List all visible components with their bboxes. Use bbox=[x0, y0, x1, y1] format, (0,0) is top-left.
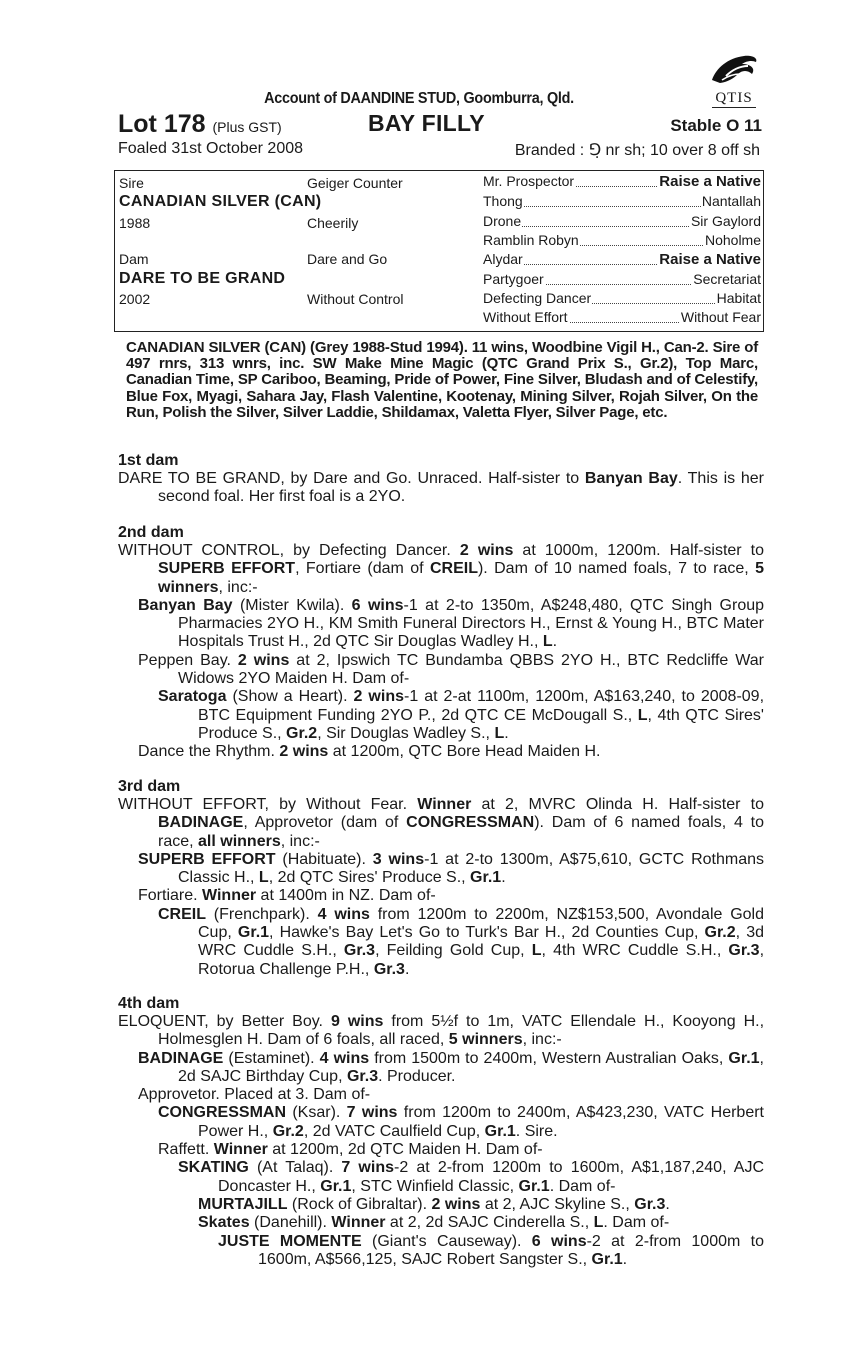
pedigree-entry bbox=[118, 1086, 764, 1104]
entry-text: Raffett. bbox=[158, 1141, 214, 1159]
bold-text: L bbox=[258, 869, 269, 887]
entry-text: ELOQUENT, by Better Boy. bbox=[118, 1013, 331, 1030]
entry-text: (Frenchpark). bbox=[206, 905, 318, 923]
entry-text: from 5½f to 1m, VATC Ellendale H., Kooyong H., Holmesglen H. Dam of 6 foals, all raced, bbox=[158, 1013, 765, 1049]
bold-text: Winner bbox=[331, 1214, 386, 1232]
lot-label: Lot 178 bbox=[118, 110, 206, 138]
entry-text: . bbox=[501, 869, 506, 887]
sire-name: CANADIAN SILVER (CAN) bbox=[119, 193, 322, 210]
entry-text: , Rotorua Challenge P.H., bbox=[198, 942, 765, 978]
entry-text: , Hawke's Bay Let's Go to Turk's Bar H., 2d Counties Cup, bbox=[269, 924, 705, 942]
entry-text: -2 at 2-from 1200m to 1600m, A$1,187,240, AJC Doncaster H., bbox=[218, 1159, 764, 1195]
grandparent-name: Drone bbox=[483, 213, 522, 229]
grandparent-row bbox=[483, 232, 761, 250]
bold-text: Banyan Bay bbox=[138, 596, 233, 614]
bold-text: CREIL bbox=[429, 560, 478, 578]
bold-text: 2 wins bbox=[237, 651, 290, 669]
grandparent-sire: Without Fear bbox=[680, 309, 761, 325]
grandparent-row bbox=[483, 193, 761, 211]
entry-text: ). Dam of 10 named foals, 7 to race, bbox=[477, 560, 756, 578]
foaled-date: Foaled 31st October 2008 bbox=[118, 140, 304, 157]
entry-text: . bbox=[504, 724, 509, 742]
entry-text: WITHOUT EFFORT, by Without Fear. bbox=[118, 796, 418, 813]
bold-text: Winner bbox=[213, 1141, 268, 1159]
grandparent-row bbox=[483, 290, 761, 308]
sire-dam: Cheerily bbox=[307, 215, 359, 231]
lot-number bbox=[118, 110, 282, 139]
dam-name: DARE TO BE GRAND bbox=[119, 270, 286, 287]
dam-sire: Dare and Go bbox=[307, 251, 388, 267]
bold-text: 6 wins bbox=[351, 596, 404, 614]
bold-text: L bbox=[593, 1214, 604, 1232]
grandparent-sire: Habitat bbox=[716, 290, 761, 306]
entry-text: from 1200m to 2200m, NZ$153,500, Avondale Gold Cup, bbox=[198, 905, 765, 942]
grandparent-name: Without Effort bbox=[483, 309, 568, 325]
entry-text: at 1200m, QTC Bore Head Maiden H. bbox=[328, 743, 601, 761]
bold-text: L bbox=[494, 724, 505, 742]
entry-text: WITHOUT CONTROL, by Defecting Dancer. bbox=[118, 542, 460, 559]
entry-text: -2 at 2-from 1000m to 1600m, A$566,125, SAJC Robert Sangster S., bbox=[258, 1232, 764, 1268]
pedigree-entry bbox=[118, 652, 764, 689]
dam-section bbox=[118, 524, 764, 762]
bold-text: Gr.1 bbox=[320, 1177, 352, 1195]
grandparent-row bbox=[483, 309, 761, 327]
pedigree-entry bbox=[118, 1214, 764, 1232]
bold-text: Gr.2 bbox=[272, 1122, 304, 1140]
bold-text: Gr.2 bbox=[704, 924, 736, 942]
pedigree-entry bbox=[118, 1141, 764, 1159]
pedigree-entry bbox=[118, 851, 764, 888]
pedigree-table bbox=[114, 170, 764, 332]
bold-text: Gr.3 bbox=[728, 942, 760, 960]
bold-text: 3 wins bbox=[372, 850, 425, 868]
entry-text: Peppen Bay. bbox=[138, 651, 238, 669]
bold-text: Gr.1 bbox=[591, 1250, 623, 1268]
bold-text: Gr.3 bbox=[373, 960, 405, 978]
bold-text: 2 wins bbox=[459, 542, 514, 559]
pedigree-entry bbox=[118, 887, 764, 905]
entry-text: , Feilding Gold Cup, bbox=[375, 942, 532, 960]
entry-text: at 2, MVRC Olinda H. Half-sister to bbox=[471, 796, 765, 813]
bold-text: MURTAJILL bbox=[198, 1195, 288, 1213]
grandparent-name: Partygoer bbox=[483, 271, 544, 287]
pedigree-entry bbox=[118, 1013, 764, 1050]
dam-section bbox=[118, 995, 764, 1269]
entry-text: . bbox=[404, 960, 410, 978]
pedigree-entry bbox=[118, 1050, 764, 1087]
bold-text: Saratoga bbox=[158, 688, 227, 706]
entry-text: . bbox=[552, 633, 558, 651]
entry-text: at 2, Ipswich TC Bundamba QBBS 2YO H., BTC Redcliffe War Widows 2YO Maiden H. Dam of- bbox=[178, 651, 764, 688]
entry-text: Dance the Rhythm. bbox=[138, 743, 280, 761]
entry-text: . Dam of- bbox=[603, 1214, 670, 1232]
bold-text: CONGRESSMAN bbox=[406, 814, 535, 832]
qtis-logo-text: QTIS bbox=[715, 90, 753, 106]
bold-text: 7 wins bbox=[341, 1159, 394, 1177]
entry-text: at 1400m in NZ. Dam of- bbox=[256, 887, 436, 905]
entry-text: Fortiare. bbox=[138, 887, 203, 905]
entry-text: . Sire. bbox=[515, 1122, 558, 1140]
entry-text: , 3d WRC Cuddle S.H., bbox=[198, 924, 765, 960]
grandparent-row bbox=[483, 251, 761, 269]
entry-text: from 1500m to 2400m, Western Australian Oaks, bbox=[369, 1049, 729, 1067]
lot-note: (Plus GST) bbox=[212, 119, 282, 135]
entry-text: at 2, 2d SAJC Cinderella S., bbox=[385, 1214, 594, 1232]
bold-text: JUSTE MOMENTE bbox=[218, 1232, 362, 1250]
bold-text: SUPERB EFFORT bbox=[138, 850, 276, 868]
grandparent-row bbox=[483, 271, 761, 289]
entry-text: . Dam of- bbox=[549, 1177, 616, 1195]
entry-text: from 1200m to 2400m, A$423,230, VATC Herbert Power H., bbox=[198, 1104, 765, 1140]
bold-text: 2 wins bbox=[279, 743, 329, 761]
grandparent-row bbox=[483, 173, 761, 191]
bold-text: Gr.3 bbox=[634, 1195, 666, 1213]
bold-text: SKATING bbox=[178, 1159, 249, 1177]
grandparent-sire: Raise a Native bbox=[659, 173, 761, 190]
grandparent-row bbox=[483, 213, 761, 231]
bold-text: Gr.1 bbox=[237, 924, 270, 942]
entry-text: , 4th QTC Sires' Produce S., bbox=[198, 706, 764, 742]
qtis-logo bbox=[706, 50, 762, 112]
entry-text: , Fortiare (dam of bbox=[295, 560, 430, 578]
pedigree-entry bbox=[118, 597, 764, 652]
entry-text: , Approvetor (dam of bbox=[243, 814, 407, 832]
entry-text: -1 at 2-to 1350m, A$248,480, QTC Singh Group Pharmacies 2YO H., KM Smith Funeral Directors H., Ernst & Young H., BTC Mater Hospitals Trust H., 2d QTC Sir Douglas Wadley H., bbox=[178, 596, 765, 651]
entry-text: (Estaminet). bbox=[223, 1049, 320, 1067]
bold-text: Gr.1 bbox=[728, 1049, 760, 1067]
bold-text: 2 wins bbox=[353, 688, 404, 706]
qtis-horse-icon bbox=[706, 50, 762, 90]
sire-summary: CANADIAN SILVER (CAN) (Grey 1988-Stud 1994). 11 wins, Woodbine Vigil H., Can-2. Sire of 497 rnrs, 313 wnrs, inc. SW Make Mine Magic (QTC Grand Prix S., Gr.2), Top Marc, Canadian Time, SP Cariboo, Beaming, Pride of Power, Fine Silver, Bludash and of Celestify, Blue Fox, Myagi, Sahara Jay, Flash Valentine, Kootenay, Mining Silver, Rojah Silver, On the Run, Polish the Silver, Silver Laddie, Shildamax, Valetta Flyer, Silver Page, etc. bbox=[126, 339, 758, 421]
grandparent-name: Ramblin Robyn bbox=[483, 232, 579, 248]
entry-text: ). Dam of 6 named foals, 4 to race, bbox=[158, 814, 764, 850]
entry-text: , 4th WRC Cuddle S.H., bbox=[541, 942, 729, 960]
bold-text: Gr.1 bbox=[484, 1122, 516, 1140]
bold-text: 5 winners bbox=[448, 1031, 523, 1049]
pedigree-entry bbox=[118, 796, 764, 851]
entry-text: (Danehill). bbox=[249, 1214, 332, 1232]
dam-dam: Without Control bbox=[307, 291, 404, 307]
grandparent-sire: Noholme bbox=[704, 232, 761, 248]
pedigree-entry bbox=[118, 688, 764, 743]
bold-text: 4 wins bbox=[319, 1049, 370, 1067]
bold-text: Gr.1 bbox=[518, 1177, 550, 1195]
bold-text: 9 wins bbox=[330, 1013, 384, 1030]
bold-text: all winners bbox=[198, 832, 281, 850]
horse-description: BAY FILLY bbox=[368, 110, 485, 136]
entry-text: -1 at 2-to 1300m, A$75,610, GCTC Rothmans Classic H., bbox=[178, 850, 764, 887]
dam-year: 2002 bbox=[119, 291, 151, 307]
sire-year: 1988 bbox=[119, 215, 151, 231]
pedigree-entry bbox=[118, 743, 764, 761]
bold-text: 7 wins bbox=[346, 1104, 398, 1122]
entry-text: , 2d VATC Caulfield Cup, bbox=[303, 1122, 485, 1140]
grandparent-sire: Sir Gaylord bbox=[690, 213, 761, 229]
bold-text: Gr.1 bbox=[470, 869, 502, 887]
grandparent-sire: Secretariat bbox=[693, 271, 761, 287]
pedigree-entry bbox=[118, 470, 764, 507]
bold-text: Winner bbox=[202, 887, 257, 905]
entry-text: . bbox=[622, 1250, 628, 1268]
entry-text: , inc:- bbox=[522, 1031, 562, 1049]
dam-heading: 3rd dam bbox=[118, 778, 181, 795]
pedigree-entry bbox=[118, 906, 764, 979]
dam-label: Dam bbox=[119, 251, 149, 267]
dam-heading: 1st dam bbox=[118, 452, 179, 469]
bold-text: L bbox=[542, 633, 553, 651]
entry-text: (Show a Heart). bbox=[226, 688, 354, 706]
entry-text: (Giant's Causeway). bbox=[361, 1232, 532, 1250]
dam-heading: 2nd dam bbox=[118, 524, 184, 541]
bold-text: Banyan Bay bbox=[584, 470, 678, 487]
entry-text: , 2d SAJC Birthday Cup, bbox=[178, 1049, 764, 1085]
pedigree-entry bbox=[118, 1233, 764, 1270]
pedigree-entry bbox=[118, 542, 764, 597]
entry-text: , 2d QTC Sires' Produce S., bbox=[268, 869, 471, 887]
bold-text: Gr.3 bbox=[346, 1067, 379, 1085]
bold-text: 4 wins bbox=[317, 905, 370, 923]
grandparent-name: Mr. Prospector bbox=[483, 173, 575, 189]
dam-section bbox=[118, 778, 764, 979]
dam-heading: 4th dam bbox=[118, 995, 180, 1012]
bold-text: SUPERB EFFORT bbox=[158, 560, 296, 578]
pedigree-entry bbox=[118, 1159, 764, 1196]
bold-text: 5 winners bbox=[158, 560, 764, 596]
pedigree-entry bbox=[118, 1196, 764, 1214]
bold-text: 6 wins bbox=[531, 1232, 587, 1250]
bold-text: BADINAGE bbox=[138, 1049, 224, 1067]
entry-text: , Sir Douglas Wadley S., bbox=[317, 724, 495, 742]
entry-text: -1 at 2-at 1100m, 1200m, A$163,240, to 2008-09, BTC Equipment Funding 2YO P., 2d QTC CE McDougall S., bbox=[198, 688, 765, 724]
logo-underline bbox=[712, 107, 756, 108]
entry-text: at 1000m, 1200m. Half-sister to bbox=[513, 542, 765, 559]
entry-text: (Ksar). bbox=[286, 1104, 347, 1122]
bold-text: CONGRESSMAN bbox=[158, 1104, 287, 1122]
entry-text: , inc:- bbox=[280, 832, 320, 850]
branded-info: Branded : ⅁̣ nr sh; 10 over 8 off sh bbox=[514, 142, 760, 159]
entry-text: Approvetor. Placed at 3. Dam of- bbox=[138, 1086, 371, 1104]
bold-text: Gr.3 bbox=[343, 942, 376, 960]
entry-text: at 2, AJC Skyline S., bbox=[480, 1195, 635, 1213]
bold-text: L bbox=[531, 942, 542, 960]
bold-text: BADINAGE bbox=[158, 814, 244, 832]
lot-line bbox=[118, 110, 764, 138]
entry-text: (Habituate). bbox=[275, 850, 373, 868]
entry-text: . Producer. bbox=[378, 1067, 456, 1085]
entry-text: , STC Winfield Classic, bbox=[351, 1177, 519, 1195]
entry-text: . bbox=[665, 1195, 670, 1213]
bold-text: CREIL bbox=[158, 905, 206, 923]
grandparent-sire: Raise a Native bbox=[659, 251, 761, 268]
grandparent-name: Alydar bbox=[483, 251, 523, 267]
entry-text: , inc:- bbox=[218, 578, 258, 596]
bold-text: Gr.2 bbox=[286, 724, 318, 742]
bold-text: 2 wins bbox=[431, 1195, 481, 1213]
entry-text: DARE TO BE GRAND, by Dare and Go. Unraced. Half-sister to bbox=[118, 470, 585, 487]
entry-text: at 1200m, 2d QTC Maiden H. Dam of- bbox=[267, 1141, 543, 1159]
entry-text: (Mister Kwila). bbox=[232, 596, 352, 614]
entry-text: . This is her second foal. Her first foal is a 2YO. bbox=[158, 470, 764, 506]
entry-text: (At Talaq). bbox=[248, 1159, 342, 1177]
grandparent-sire: Nantallah bbox=[701, 193, 761, 209]
bold-text: Winner bbox=[417, 796, 472, 813]
bold-text: Skates bbox=[198, 1214, 250, 1232]
sire-label: Sire bbox=[119, 175, 144, 191]
bold-text: L bbox=[637, 706, 648, 724]
pedigree-entry bbox=[118, 1104, 764, 1141]
account-of: Account of DAANDINE STUD, Goomburra, Qld. bbox=[264, 90, 574, 107]
grandparent-name: Defecting Dancer bbox=[483, 290, 592, 306]
entry-text: (Rock of Gibraltar). bbox=[287, 1195, 432, 1213]
stable-number: Stable O 11 bbox=[670, 116, 762, 135]
dam-section bbox=[118, 452, 764, 507]
grandparent-name: Thong bbox=[483, 193, 523, 209]
sire-sire: Geiger Counter bbox=[307, 175, 403, 191]
